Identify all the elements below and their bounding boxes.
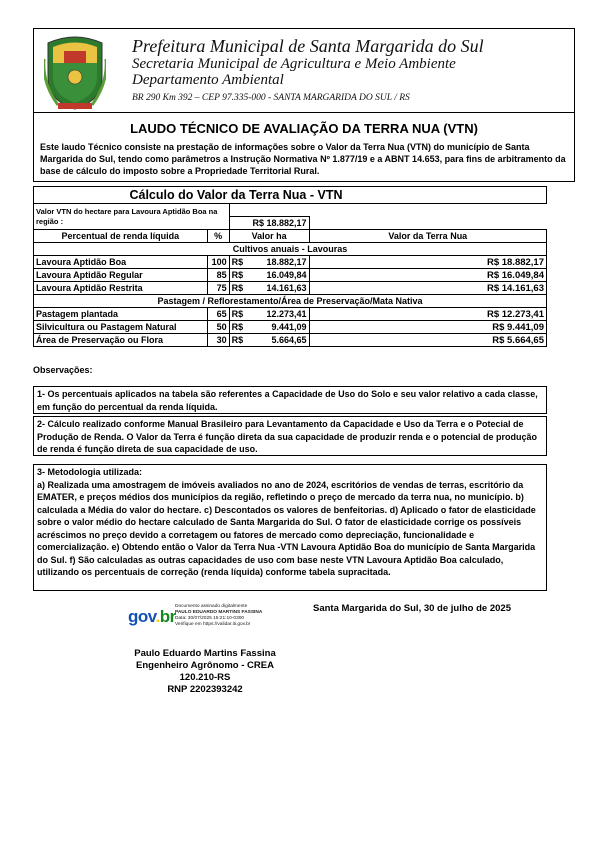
intro-paragraph: Este laudo Técnico consiste na prestação de informações sobre o Valor da Terra Nua (VTN) do município de Santa Margarida do Sul, tendo como parâmetros a Instrução Normativa Nº 1.877/19 e a ABNT 14.653, para fins de arbitramento da base de cálculo do imposto sobre a Propriedade Territorial Rural. <box>40 142 566 176</box>
signature-details <box>175 604 262 628</box>
row-valor-ha: 9.441,09 <box>251 321 309 334</box>
signature-line-1: Documento assinado digitalmente <box>175 604 248 609</box>
row-pct: 65 <box>207 308 229 321</box>
document-title: LAUDO TÉCNICO DE AVALIAÇÃO DA TERRA NUA (VTN) <box>130 121 478 136</box>
row-valor-terra: R$ 18.882,17 <box>309 256 546 269</box>
row-valor-terra: R$ 12.273,41 <box>309 308 546 321</box>
row-valor-ha: 16.049,84 <box>251 269 309 282</box>
row-valor-ha: 18.882,17 <box>251 256 309 269</box>
place-date: Santa Margarida do Sul, 30 de julho de 2025 <box>313 603 511 614</box>
table-row <box>34 269 547 282</box>
table-row <box>34 256 547 269</box>
row-valor-terra: R$ 5.664,65 <box>309 334 546 347</box>
signature-signer: PAULO EDUARDO MARTINS FASSINA <box>175 610 263 615</box>
row-name: Área de Preservação ou Flora <box>34 334 208 347</box>
table-row <box>34 308 547 321</box>
vtn-table <box>33 186 547 347</box>
signature-verify: Verifique em https://validar.iti.gov.br <box>175 622 251 627</box>
row-name: Lavoura Aptidão Restrita <box>34 282 208 295</box>
signature-date: Data: 30/07/2025 15:21:10-0300 <box>175 616 245 621</box>
col-header-renda: Percentual de renda líquida <box>34 230 208 243</box>
col-header-valor-terra: Valor da Terra Nua <box>309 230 546 243</box>
observation-3 <box>33 464 547 591</box>
row-valor-terra: R$ 9.441,09 <box>309 321 546 334</box>
col-header-pct: % <box>207 230 229 243</box>
table-row <box>34 334 547 347</box>
table-row <box>34 282 547 295</box>
signatory-block <box>120 648 290 696</box>
header-address: BR 290 Km 392 – CEP 97.335-000 - SANTA MARGARIDA DO SUL / RS <box>132 93 410 103</box>
row-pct: 30 <box>207 334 229 347</box>
row-name: Lavoura Aptidão Boa <box>34 256 208 269</box>
row-currency: R$ <box>229 334 251 347</box>
municipal-crest-icon <box>44 33 106 111</box>
header-line-3: Departamento Ambiental <box>132 72 284 88</box>
row-currency: R$ <box>229 269 251 282</box>
row-pct: 85 <box>207 269 229 282</box>
title-block <box>33 112 575 182</box>
row-valor-ha: 12.273,41 <box>251 308 309 321</box>
col-header-valor-ha: Valor ha <box>229 230 309 243</box>
row-currency: R$ <box>229 282 251 295</box>
row-pct: 100 <box>207 256 229 269</box>
row-valor-terra: R$ 16.049,84 <box>309 269 546 282</box>
row-pct: 50 <box>207 321 229 334</box>
row-pct: 75 <box>207 282 229 295</box>
digital-signature-stamp <box>128 604 308 640</box>
observations-label: Observações: <box>33 365 93 375</box>
row-valor-ha: 5.664,65 <box>251 334 309 347</box>
row-valor-ha: 14.161,63 <box>251 282 309 295</box>
section-pastagem: Pastagem / Reflorestamento/Área de Preservação/Mata Nativa <box>34 295 547 308</box>
row-currency: R$ <box>229 256 251 269</box>
header-line-1: Prefeitura Municipal de Santa Margarida do Sul <box>132 36 484 56</box>
row-name: Lavoura Aptidão Regular <box>34 269 208 282</box>
observation-2: 2- Cálculo realizado conforme Manual Brasileiro para Levantamento da Capacidade e Uso da Terra e o Potecial de Produção de Renda. O Valor da Terra é função direta da sua capacidade de produzir renda e o potencial de produção de renda é função direta de sua capacidade de uso. <box>33 416 547 456</box>
table-row <box>34 321 547 334</box>
observation-1: 1- Os percentuais aplicados na tabela são referentes a Capacidade de Uso do Solo e seu valor relativo a cada classe, em função do percentual da renda líquida. <box>33 386 547 414</box>
row-name: Silvicultura ou Pastagem Natural <box>34 321 208 334</box>
header-line-2: Secretaria Municipal de Agricultura e Meio Ambiente <box>132 56 456 72</box>
observation-3-title: 3- Metodologia utilizada: <box>37 467 142 477</box>
row-currency: R$ <box>229 321 251 334</box>
gov-br-logo-icon: gov.br <box>128 607 176 626</box>
signatory-rnp: RNP 2202393242 <box>167 684 243 695</box>
vtn-label: Valor VTN do hectare para Lavoura Aptidão Boa na região : <box>34 204 230 230</box>
table-title: Cálculo do Valor da Terra Nua - VTN <box>34 187 547 204</box>
row-valor-terra: R$ 14.161,63 <box>309 282 546 295</box>
signatory-name: Paulo Eduardo Martins Fassina <box>134 648 276 659</box>
observation-3-text: a) Realizada uma amostragem de imóveis avaliados no ano de 2024, escritórios de vendas de terras, escritório da EMATER, e preços médios dos municípios da região, refletindo o preço de mercado da terra nua, no município. b) calculada a Média do valor do hectare. c) Descontados os valores de benfeitorias. d) Aplicado o fator de elasticidade sobre o valor médio do hectare calculado de Santa Margarida do Sul. O fator de elasticidade corrige os possíveis acréscimos no preço devido a corretagem ou fatores de mercado como depreciação, funcionalidade e comercialização. e) Obtendo então o Valor da Terra Nua -VTN Lavoura Aptidão Boa do município de Santa Margarida do Sul. f) São calculadas as outras capacidades de uso com base neste VTN Lavoura Aptidão Boa calculado, utilizando os percentuais de correção (renda líquida) conforme tabela supracitada. <box>37 479 536 577</box>
signatory-role: Engenheiro Agrônomo - CREA 120.210-RS <box>136 660 274 683</box>
vtn-value: R$ 18.882,17 <box>229 217 309 230</box>
section-cultivos: Cultivos anuais - Lavouras <box>34 243 547 256</box>
row-currency: R$ <box>229 308 251 321</box>
row-name: Pastagem plantada <box>34 308 208 321</box>
letterhead <box>33 28 575 113</box>
